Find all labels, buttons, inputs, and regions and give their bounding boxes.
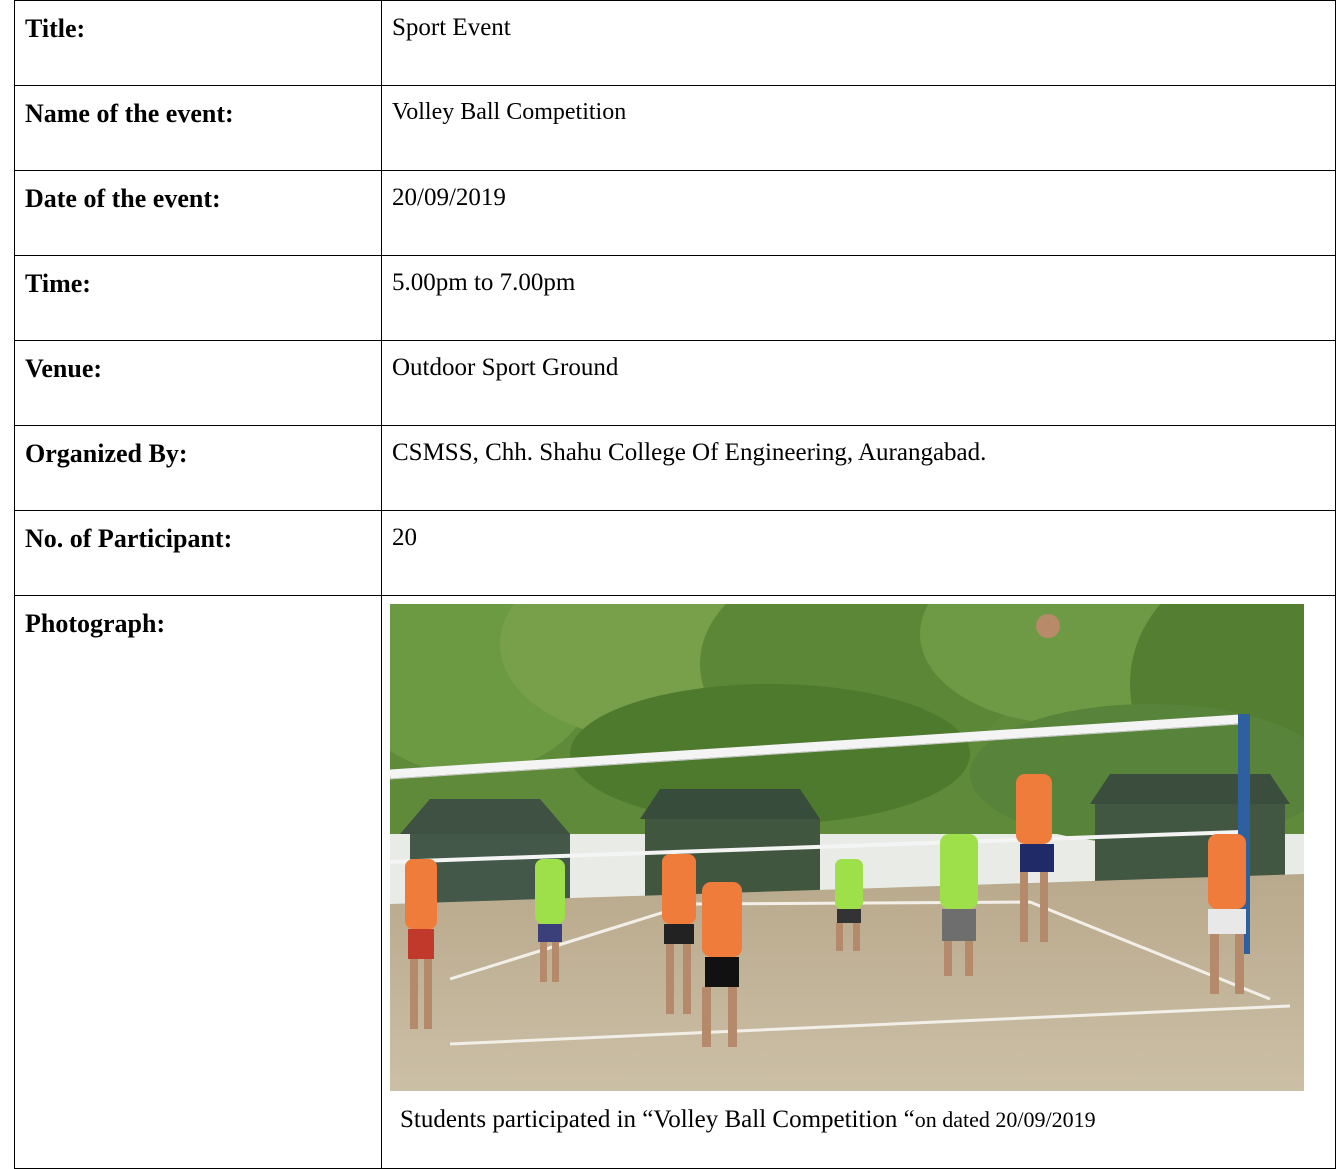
photo-caption: [400, 1105, 1335, 1135]
value-cell: [382, 1, 1336, 86]
field-value-time: 5.00pm to 7.00pm: [392, 269, 576, 296]
caption-main: Students participated in “Volley Ball Competition “: [400, 1106, 915, 1133]
label-cell: [15, 256, 382, 341]
label-cell: [15, 596, 382, 1169]
table-row: [15, 86, 1336, 171]
field-label-organized-by: Organized By:: [25, 439, 188, 468]
field-label-event-name: Name of the event:: [25, 99, 234, 128]
value-cell: [382, 171, 1336, 256]
label-cell: [15, 1, 382, 86]
label-cell: [15, 86, 382, 171]
table-row: [15, 426, 1336, 511]
field-value-participants: 20: [392, 524, 417, 551]
table-row: [15, 341, 1336, 426]
label-cell: [15, 171, 382, 256]
field-label-event-date: Date of the event:: [25, 184, 221, 213]
table-row: [15, 256, 1336, 341]
photo-cell: [382, 596, 1336, 1169]
label-cell: [15, 426, 382, 511]
table-row: [15, 1, 1336, 86]
event-report-table: [14, 0, 1336, 1169]
value-cell: [382, 86, 1336, 171]
field-label-time: Time:: [25, 269, 91, 298]
table-row: [15, 511, 1336, 596]
field-label-title: Title:: [25, 14, 86, 43]
table-row: [15, 596, 1336, 1169]
field-value-organized-by: CSMSS, Chh. Shahu College Of Engineering, Aurangabad.: [392, 439, 987, 466]
value-cell: [382, 426, 1336, 511]
field-value-title: Sport Event: [392, 14, 511, 41]
value-cell: [382, 511, 1336, 596]
field-value-event-name: Volley Ball Competition: [392, 99, 627, 125]
field-value-venue: Outdoor Sport Ground: [392, 354, 619, 381]
value-cell: [382, 341, 1336, 426]
field-label-participants: No. of Participant:: [25, 524, 233, 553]
field-value-event-date: 20/09/2019: [392, 184, 506, 211]
value-cell: [382, 256, 1336, 341]
label-cell: [15, 511, 382, 596]
caption-date: on dated 20/09/2019: [914, 1107, 1096, 1132]
label-cell: [15, 341, 382, 426]
field-label-photograph: Photograph:: [25, 609, 166, 638]
table-row: [15, 171, 1336, 256]
field-label-venue: Venue:: [25, 354, 103, 383]
volleyball-photo: [390, 604, 1304, 1091]
